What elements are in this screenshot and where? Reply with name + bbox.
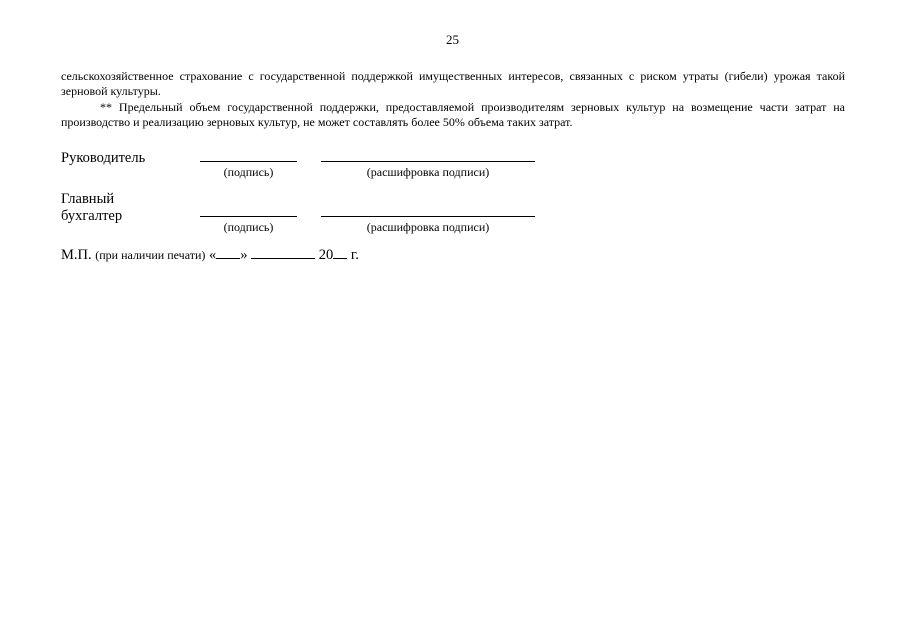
day-blank (216, 246, 240, 259)
paragraph-footnote-limit: ** Предельный объем государственной поддержки, предоставляемой производителям зерновых культур на возмещение части затрат на производство и реализацию зерновых культур, не может составлять более 50% объема таких затрат. (61, 100, 845, 129)
year-prefix: 20 (318, 247, 334, 263)
head-decoding-line (321, 161, 535, 162)
stamp-note: (при наличии печати) (95, 248, 206, 262)
month-blank (251, 246, 315, 259)
accountant-signature-caption: (подпись) (223, 220, 274, 234)
accountant-decoding-caption: (расшифровка подписи) (366, 220, 490, 234)
year-suffix: г. (350, 247, 359, 263)
head-decoding-caption: (расшифровка подписи) (366, 165, 490, 179)
paragraph-insurance: сельскохозяйственное страхование с государственной поддержкой имущественных интересов, связанных с риском утраты (гибели) урожая такой зерновой культуры. (61, 69, 845, 98)
date-close-quote: » (240, 247, 248, 263)
accountant-signature-line (200, 216, 297, 217)
accountant-label-line1: Главный (61, 191, 115, 207)
stamp-mp: М.П. (61, 247, 92, 263)
accountant-decoding-line (321, 216, 535, 217)
head-signature-line (200, 161, 297, 162)
head-signature-caption: (подпись) (223, 165, 274, 179)
stamp-date-line (61, 246, 359, 264)
head-label: Руководитель (61, 150, 146, 166)
accountant-label-line2: бухгалтер (61, 208, 123, 224)
page-number: 25 (446, 32, 459, 47)
date-open-quote: « (209, 247, 217, 263)
year-blank (333, 246, 347, 259)
